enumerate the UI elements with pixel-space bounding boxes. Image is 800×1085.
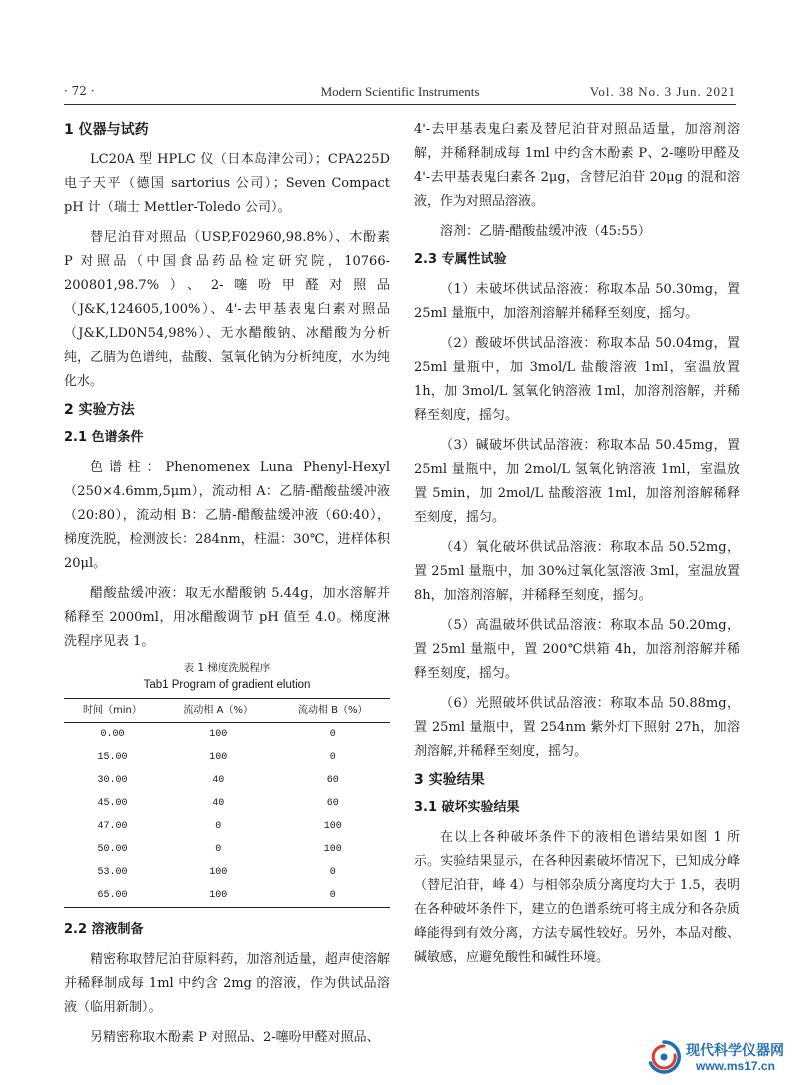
- table-header-time: 时间（min）: [64, 699, 161, 723]
- running-header: [64, 84, 736, 102]
- paragraph-results: 在以上各种破坏条件下的液相色谱结果如图 1 所示。实验结果显示，在各种因素破坏情况下，已知成分峰（替尼泊苷，峰 4）与相邻杂质分离度均大于 1.5，表明在各种破坏条件下，建立的色谱系统可将主成分和各杂质峰能得到有效分离，方法专属性较好。另外，本品对酸、碱敏感，应避免酸性和碱性环境。: [414, 830, 740, 965]
- table-row: [64, 838, 390, 861]
- paragraph-acid: （2）酸破坏供试品溶液：称取本品 50.04mg，置 25ml 量瓶中，加 3mol/L 盐酸溶液 1ml，室温放置 1h，加 3mol/L 氢氧化钠溶液 1ml，加溶剂溶解，并稀释至刻度，摇匀。: [414, 336, 740, 423]
- subsection-heading-3-1: 3.1 破坏实验结果: [414, 800, 520, 815]
- watermark-url: www.ms17.cn: [696, 1059, 775, 1073]
- table-row: [64, 815, 390, 838]
- table-cell: 60: [326, 798, 339, 809]
- paragraph-solvent: 溶剂：乙腈-醋酸盐缓冲液（45:55）: [440, 224, 651, 239]
- table-cell: 47.00: [97, 821, 128, 832]
- page-number: · 72 ·: [64, 84, 95, 98]
- table-cell: 0.00: [100, 729, 125, 740]
- table-row: [64, 884, 390, 908]
- table-cell: 65.00: [64, 884, 161, 908]
- table-cell: 100: [323, 821, 342, 832]
- journal-title: Modern Scientific Instruments: [320, 84, 480, 99]
- table-cell: 0: [275, 884, 390, 908]
- table-caption-cn: 表 1 梯度洗脱程序: [183, 662, 271, 674]
- table-row: [64, 746, 390, 769]
- table-cell: 45.00: [97, 798, 128, 809]
- paragraph-reference-solution-cont: 4'-去甲基表鬼臼素及替尼泊苷对照品适量，加溶剂溶解，并稀释制成每 1ml 中约含木酚素 P、2-噻吩甲醛及 4'-去甲基表鬼臼素各 2μg，含替尼泊苷 20μg 的混和溶液，作为对照品溶液。: [414, 122, 740, 209]
- watermark-logo-icon: [646, 1039, 682, 1075]
- table-cell: 50.00: [97, 844, 128, 855]
- table-row: [64, 861, 390, 884]
- table-cell: 0: [215, 821, 222, 832]
- paragraph-sample-solution: 精密称取替尼泊苷原料药，加溶剂适量，超声使溶解并稀释制成每 1ml 中约含 2mg 的溶液，作为供试品溶液（临用新制）。: [64, 952, 390, 1015]
- subsection-heading-2-3: 2.3 专属性试验: [414, 252, 507, 267]
- table-cell: 0: [215, 844, 222, 855]
- watermark-name: 现代科学仪器网: [686, 1043, 784, 1059]
- right-column: [414, 118, 740, 976]
- table-cell: 0: [329, 729, 336, 740]
- table-cell: 40: [212, 798, 225, 809]
- paragraph-buffer: 醋酸盐缓冲液：取无水醋酸钠 5.44g，加水溶解并稀释至 2000ml，用冰醋酸调节 pH 值至 4.0。梯度淋洗程序见表 1。: [64, 586, 390, 649]
- table-cell: 100: [209, 867, 228, 878]
- gradient-table: [64, 698, 390, 908]
- left-column: [64, 118, 390, 1056]
- table-cell: 15.00: [97, 752, 128, 763]
- table-cell: 100: [209, 752, 228, 763]
- paragraph-heat: （5）高温破坏供试品溶液：称取本品 50.20mg，置 25ml 量瓶中，置 200℃烘箱 4h，加溶剂溶解并稀释至刻度，摇匀。: [414, 618, 740, 681]
- table-caption-en: Tab1 Program of gradient elution: [143, 679, 311, 691]
- paragraph-oxidation: （4）氧化破坏供试品溶液：称取本品 50.52mg，置 25ml 量瓶中，加 30%过氧化氢溶液 3ml，室温放置 8h，加溶剂溶解，并稀释至刻度，摇匀。: [414, 540, 740, 603]
- section-heading-3: 3 实验结果: [414, 772, 485, 788]
- table-cell: 40: [212, 775, 225, 786]
- volume-issue: Vol. 38 No. 3 Jun. 2021: [589, 84, 736, 99]
- section-heading-1: 1 仪器与试药: [64, 122, 149, 138]
- table-header-row: [64, 699, 390, 723]
- watermark: [646, 1037, 796, 1079]
- paragraph-undamaged: （1）未破坏供试品溶液：称取本品 50.30mg，置 25ml 量瓶中，加溶剂溶解并稀释至刻度，摇匀。: [414, 282, 740, 321]
- section-heading-2: 2 实验方法: [64, 402, 135, 418]
- table-cell: 100: [161, 884, 276, 908]
- table-header-phase-a: 流动相 A（%）: [161, 699, 276, 723]
- paragraph-light: （6）光照破坏供试品溶液：称取本品 50.88mg，置 25ml 量瓶中，置 254nm 紫外灯下照射 27h，加溶剂溶解,并稀释至刻度，摇匀。: [414, 696, 740, 759]
- paragraph-reagents: 替尼泊苷对照品（USP,F02960,98.8%）、木酚素 P 对照品（中国食品药品检定研究院，10766-200801,98.7%）、2-噻吩甲醛对照品（J&K,124605,100%）、4'-去甲基表鬼臼素对照品（J&K,LD0N54,98%）、无水醋酸钠、冰醋酸为分析纯，乙腈为色谱纯，盐酸、氢氧化钠为分析纯度，水为纯化水。: [64, 230, 390, 389]
- subsection-heading-2-1: 2.1 色谱条件: [64, 430, 144, 445]
- table-cell: 30.00: [97, 775, 128, 786]
- table-cell: 0: [329, 752, 336, 763]
- subsection-heading-2-2: 2.2 溶液制备: [64, 922, 144, 937]
- table-cell: 100: [209, 729, 228, 740]
- table-row: [64, 769, 390, 792]
- paragraph-reference-solution-start: 另精密称取木酚素 P 对照品、2-噻吩甲醛对照品、: [90, 1030, 380, 1045]
- header-rule: [64, 104, 736, 105]
- table-row: [64, 723, 390, 747]
- table-row: [64, 792, 390, 815]
- table-header-phase-b: 流动相 B（%）: [275, 699, 390, 723]
- table-cell: 60: [326, 775, 339, 786]
- paragraph-chromatography: 色谱柱：Phenomenex Luna Phenyl-Hexyl（250×4.6mm,5μm），流动相 A：乙腈-醋酸盐缓冲液（20:80），流动相 B：乙腈-醋酸盐缓冲液（60:40），梯度洗脱，检测波长：284nm，柱温：30℃，进样体积 20μl。: [64, 460, 390, 571]
- table-cell: 53.00: [97, 867, 128, 878]
- paragraph-base: （3）碱破坏供试品溶液：称取本品 50.45mg，置 25ml 量瓶中，加 2mol/L 氢氧化钠溶液 1ml，室温放置 5min，加 2mol/L 盐酸溶液 1ml，加溶剂溶解稀释至刻度，摇匀。: [414, 438, 740, 525]
- table-cell: 0: [329, 867, 336, 878]
- table-cell: 100: [323, 844, 342, 855]
- paragraph-instruments: LC20A 型 HPLC 仪（日本岛津公司）；CPA225D 电子天平（德国 sartorius 公司）；Seven Compact pH 计（瑞士 Mettler-Toledo 公司）。: [64, 152, 390, 215]
